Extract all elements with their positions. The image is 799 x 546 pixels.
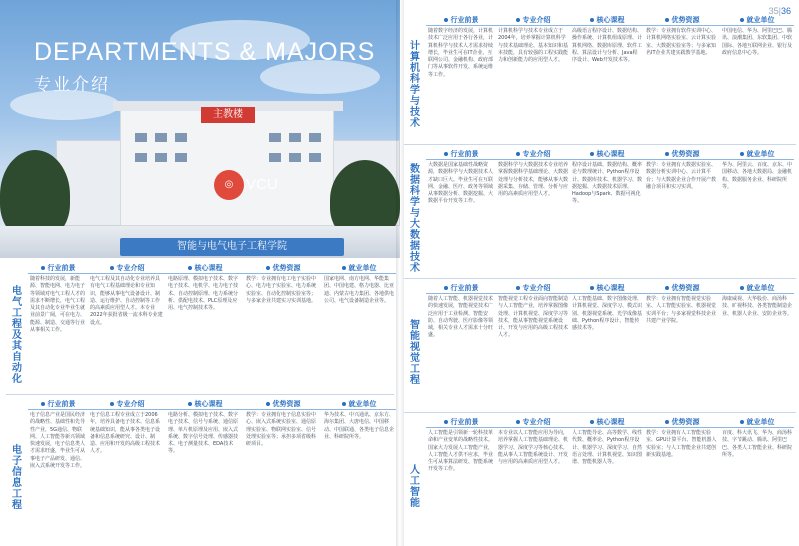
hero-title-cn: 专业介绍 [34, 75, 110, 95]
col-prospect: 行业前景 人工智能是引领新一轮科技革命和产业变革的战略性技术。国家大力发展人工智能产业，人工智能人才供不应求，毕业生可从事算法研发、智能系统开发等工作。 [426, 416, 496, 542]
col-courses: 核心课程 程序设计基础、数据结构、概率论与数理统计、Python程序设计、数据库技术、机器学习、数据挖掘、大数据技术原理、Hadoop与Spark、数据可视化等。 [572, 150, 643, 205]
divider [6, 394, 394, 395]
major-label: 数据科学与大数据技术 [407, 163, 419, 273]
col-intro: 专业介绍 智能视觉工程专业面向智能制造与人工智能产业，培养掌握图像处理、计算机视觉、深度学习等技术，能从事智能视觉系统设计、开发与应用的高级工程技术人才。 [498, 284, 569, 339]
col-prospect: 行业前景 随着人工智能、机器视觉技术的快速发展，智能视觉技术广泛应用于工业检测、智能安防、自动驾驶、医疗影像等领域，相关专业人才需求十分旺盛。 [426, 282, 496, 408]
major-columns [426, 148, 794, 274]
window [175, 133, 187, 142]
major-columns [426, 14, 794, 140]
col-employers: 就业单位 中国电信、华为、阿里巴巴、腾讯、浪潮集团、东软集团、中软国际、各地互联网企业、银行及政府信息中心等。 [722, 16, 793, 56]
col-employers: 就业单位 国家电网、南方电网、华能集团、中国电建、格力电器、比亚迪、内蒙古电力集团、各地供电公司、电气设备制造企业等。 [324, 264, 395, 304]
major-block [404, 282, 796, 410]
col-courses: 核心课程 人工智能基础、数字图像处理、计算机视觉、深度学习、模式识别、机器视觉系统、光学成像基础、Python程序设计、智能传感技术等。 [572, 284, 643, 332]
window [289, 153, 301, 162]
right-page [400, 0, 799, 546]
col-intro: 专业介绍 本专业以人工智能应用为导向，培养掌握人工智能基础理论、机器学习、深度学习等核心技术，能从事人工智能系统设计、开发与应用的高素质应用型人才。 [498, 418, 569, 466]
major-columns [426, 416, 794, 542]
col-intro: 专业介绍 电子信息工程专业成立于2006年，培养具备电子技术、信息系统基础知识，能从事各类电子设备和信息系统研究、设计、制造、应用和开发的高级工程技术人才。 [88, 398, 166, 542]
major-label: 电气工程及其自动化 [9, 284, 21, 384]
col-intro: 专业介绍 电气工程及其自动化专业培养具有电气工程基础理论和专业知识，能够从事电气设备设计、制造、运行维护、自动控制等工作的高素质应用型人才。本专业2022年获批省级一流本科专业建设点。 [88, 262, 166, 390]
major-block [404, 14, 796, 142]
col-prospect: 行业前景 随着科技的发展，新能源、智能电网、电力电子等领域对电气工程人才的需求不断增长，电气工程及其自动化专业毕业生就业前景广阔，可在电力、能源、制造、交通等行业从事相关工作。 [28, 262, 88, 390]
major-columns [426, 282, 794, 408]
logo-text: VCU [246, 176, 278, 193]
major-block [6, 262, 396, 392]
major-block [404, 416, 796, 544]
major-columns [28, 262, 396, 390]
col-resources: 优势资源 教学：专业拥有大数据实验室、数据分析实训中心、云计算平台；与大数据企业合作开展产教融合项目和实习实训。 [644, 148, 720, 274]
col-resources: 优势资源 教学：专业拥有智能视觉实验室、人工智能实验室、机器视觉实训平台；与多家视觉科技企业共建产业学院。 [644, 282, 720, 408]
col-resources: 优势资源 教学：专业拥有电工电子实验中心、电力电子实验室、电力系统实验室、自动化控制实验室等；与多家企业共建实习实训基地。 [244, 262, 322, 390]
window [175, 153, 187, 162]
window [269, 153, 281, 162]
col-intro: 专业介绍 数据科学与大数据技术专业培养掌握数据科学基础理论、大数据处理与分析技术，能够从事大数据采集、存储、管理、分析与应用的高素质应用型人才。 [498, 150, 569, 198]
major-label: 人工智能 [407, 464, 419, 508]
col-courses: 核心课程 电路分析、模拟电子技术、数字电子技术、信号与系统、通信原理、单片机原理及应用、嵌入式系统、数字信号处理、传感器技术、电子测量技术、EDA技术等。 [166, 398, 244, 542]
col-courses: 核心课程 高级语言程序设计、数据结构、操作系统、计算机组成原理、计算机网络、数据库原理、软件工程、算法设计与分析、Java程序设计、Web开发技术等。 [572, 16, 643, 64]
page-number: 35|36 [768, 6, 791, 16]
col-employers: 就业单位 华为、阿里云、百度、京东、中国移动、各地大数据局、金融机构、数据服务企业、科研院所等。 [722, 150, 793, 190]
major-columns [28, 398, 396, 542]
major-label: 电子信息工程 [9, 444, 21, 510]
col-courses: 核心课程 电路原理、模拟电子技术、数字电子技术、电机学、电力电子技术、自动控制原理、电力系统分析、供配电技术、PLC原理及应用、电气控制技术等。 [166, 262, 244, 390]
building-sign: 主教楼 [201, 107, 255, 123]
major-block [6, 398, 396, 544]
college-title: 智能与电气电子工程学院 [120, 238, 344, 256]
col-prospect: 行业前景 电子信息产业是国民经济的战略性、基础性和先导性产业，5G通信、物联网、人工智能等新兴领域快速发展，电子信息类人才需求旺盛，毕业生可从事电子产品研发、通信、嵌入式系统开发等工作。 [28, 398, 88, 542]
main-building [120, 108, 334, 226]
major-block [404, 148, 796, 276]
divider [404, 278, 796, 279]
hero-title-en: DEPARTMENTS & MAJORS [34, 38, 376, 66]
divider [404, 412, 796, 413]
col-prospect: 行业前景 大数据是国家基础性战略资源，数据科学与大数据技术人才缺口巨大。毕业生可在互联网、金融、医疗、政务等领域从事数据分析、数据挖掘、大数据平台开发等工作。 [426, 148, 496, 274]
col-employers: 就业单位 百度、科大讯飞、华为、商汤科技、字节跳动、腾讯、阿里巴巴、各类人工智能企业、科研院所等。 [722, 418, 793, 458]
divider [404, 144, 796, 145]
col-employers: 就业单位 海康威视、大华股份、商汤科技、旷视科技、各类智能制造企业、机器人企业、安防企业等。 [722, 284, 793, 317]
hero-photo [0, 0, 400, 258]
window [155, 153, 167, 162]
col-courses: 核心课程 人工智能导论、高等数学、线性代数、概率论、Python程序设计、机器学习、深度学习、自然语言处理、计算机视觉、知识图谱、智能机器人等。 [572, 418, 643, 466]
col-resources: 优势资源 教学：专业拥有软件实训中心、计算机网络实验室、云计算实验室、大数据实验室等；与多家知名IT企业共建实践教学基地。 [644, 14, 720, 140]
window [135, 153, 147, 162]
col-resources: 优势资源 教学：专业拥有人工智能实验室、GPU计算平台、智能机器人实验室；与人工智能企业共建创新实践基地。 [644, 416, 720, 542]
window [155, 133, 167, 142]
window [135, 133, 147, 142]
window [289, 133, 301, 142]
major-label: 计算机科学与技术 [407, 40, 419, 128]
window [309, 153, 321, 162]
col-intro: 专业介绍 计算机科学与技术专业成立于2004年，培养掌握计算机科学与技术基础理论、基本知识和基本技能，具有较强的工程实践能力和创新能力的应用型人才。 [498, 16, 569, 64]
col-resources: 优势资源 教学：专业拥有电子信息实验中心、嵌入式系统实验室、通信原理实验室、物联网实验室、信号处理实验室等；承担多项省级科研项目。 [244, 398, 322, 542]
window [309, 133, 321, 142]
university-logo-icon: ◎ [214, 170, 244, 200]
window [269, 133, 281, 142]
col-prospect: 行业前景 随着数字经济的发展，计算机技术广泛应用于各行各业，计算机科学与技术人才需求持续增长，毕业生可在IT企业、互联网公司、金融机构、政府部门等从事软件开发、系统运维等工作。 [426, 14, 496, 140]
col-employers: 就业单位 华为技术、中兴通讯、京东方、海尔集团、大唐电信、中国移动、中国联通、各类电子信息企业、科研院所等。 [324, 400, 395, 440]
page-gutter [396, 0, 404, 546]
major-label: 智能视觉工程 [407, 319, 419, 385]
